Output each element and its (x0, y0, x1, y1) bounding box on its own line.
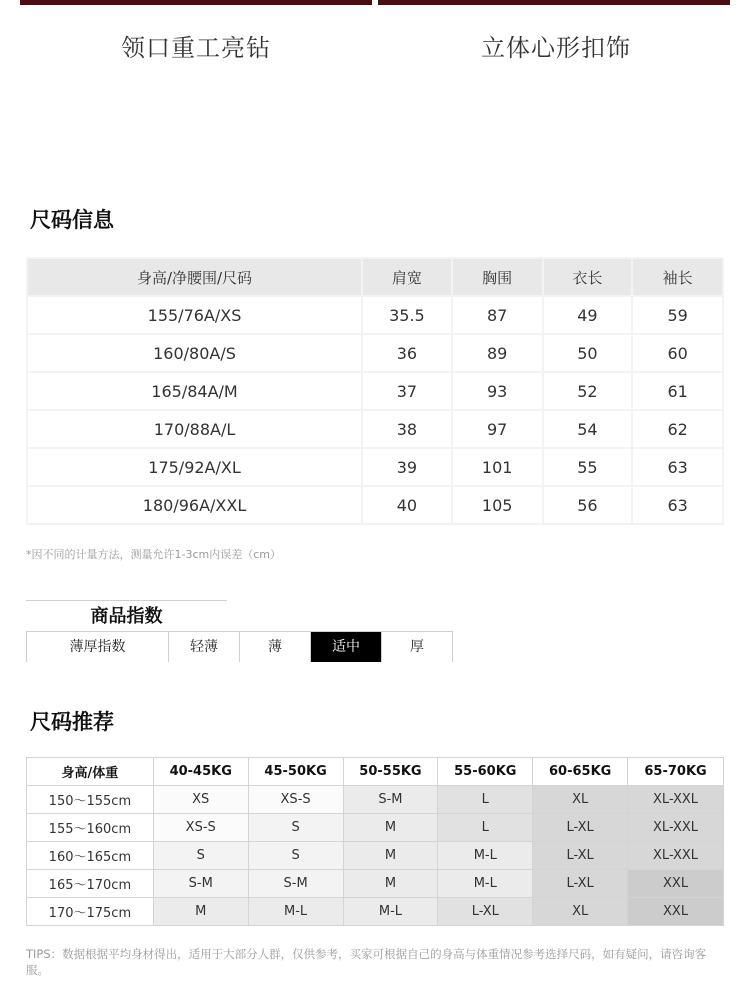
measurement-note: *因不同的计量方法，测量允许1-3cm内误差（cm） (26, 548, 281, 561)
recommended-size-cell: XL-XXL (628, 842, 724, 870)
header-weight-range: 40-45KG (153, 758, 248, 786)
header-weight-range: 65-70KG (628, 758, 724, 786)
table-cell: 59 (632, 296, 723, 334)
header-weight-range: 45-50KG (248, 758, 343, 786)
table-cell: 38 (362, 410, 452, 448)
table-row (27, 486, 723, 524)
size-table-header (27, 258, 723, 296)
recommended-size-cell: XS-S (153, 814, 248, 842)
table-row (27, 296, 723, 334)
table-cell: 35.5 (362, 296, 452, 334)
thickness-option-thick: 厚 (382, 632, 453, 662)
header-length: 衣长 (543, 258, 633, 296)
recommended-size-cell: XS-S (248, 786, 343, 814)
table-cell: 50 (543, 334, 633, 372)
feature-caption-collar: 领口重工亮钻 (121, 34, 271, 62)
header-weight-range: 60-65KG (533, 758, 628, 786)
table-cell: 87 (452, 296, 543, 334)
table-cell: 170/88A/L (27, 410, 362, 448)
height-range-cell: 160～165cm (27, 842, 154, 870)
table-row (27, 448, 723, 486)
recommended-size-cell: XL (533, 898, 628, 926)
size-recommend-title: 尺码推荐 (30, 710, 114, 734)
table-row (27, 372, 723, 410)
recommended-size-cell: M (343, 814, 438, 842)
product-index-title: 商品指数 (26, 600, 227, 632)
table-cell: 60 (632, 334, 723, 372)
size-recommend-table (26, 757, 724, 926)
recommended-size-cell: L (438, 786, 533, 814)
size-info-title: 尺码信息 (30, 208, 114, 232)
tips-text: TIPS：数据根据平均身材得出，适用于大部分人群，仅供参考，买家可根据自己的身高与体重情况参考选择尺码，如有疑问，请咨询客服。 (26, 947, 707, 977)
table-cell: 55 (543, 448, 633, 486)
recommended-size-cell: M-L (438, 842, 533, 870)
thickness-index-label: 薄厚指数 (27, 632, 169, 662)
recommended-size-cell: L-XL (533, 842, 628, 870)
product-image-strip-right (378, 0, 730, 5)
table-row (27, 814, 724, 842)
recommended-size-cell: XS (153, 786, 248, 814)
table-cell: 40 (362, 486, 452, 524)
table-cell: 93 (452, 372, 543, 410)
recommended-size-cell: L-XL (533, 814, 628, 842)
table-cell: 160/80A/S (27, 334, 362, 372)
recommended-size-cell: L (438, 814, 533, 842)
recommended-size-cell: M (153, 898, 248, 926)
size-info-table (26, 257, 724, 525)
recommended-size-cell: S-M (343, 786, 438, 814)
recommended-size-cell: XXL (628, 870, 724, 898)
table-cell: 63 (632, 448, 723, 486)
table-cell: 37 (362, 372, 452, 410)
table-row (27, 786, 724, 814)
thickness-index-row (26, 631, 453, 662)
recommended-size-cell: M-L (438, 870, 533, 898)
recommended-size-cell: L-XL (438, 898, 533, 926)
table-cell: 101 (452, 448, 543, 486)
table-cell: 54 (543, 410, 633, 448)
table-row (27, 410, 723, 448)
recommended-size-cell: XL (533, 786, 628, 814)
recommended-size-cell: M-L (248, 898, 343, 926)
table-cell: 56 (543, 486, 633, 524)
table-cell: 49 (543, 296, 633, 334)
table-cell: 63 (632, 486, 723, 524)
recommended-size-cell: M (343, 870, 438, 898)
table-row (27, 842, 724, 870)
table-cell: 36 (362, 334, 452, 372)
product-index (26, 600, 453, 662)
table-cell: 97 (452, 410, 543, 448)
table-cell: 61 (632, 372, 723, 410)
height-range-cell: 155～160cm (27, 814, 154, 842)
height-range-cell: 170～175cm (27, 898, 154, 926)
header-weight-range: 55-60KG (438, 758, 533, 786)
table-cell: 62 (632, 410, 723, 448)
height-range-cell: 150～155cm (27, 786, 154, 814)
table-cell: 175/92A/XL (27, 448, 362, 486)
product-image-strip-left (20, 0, 372, 5)
thickness-option-thin: 薄 (240, 632, 311, 662)
recommended-size-cell: XL-XXL (628, 814, 724, 842)
recommended-size-cell: S-M (153, 870, 248, 898)
header-chest: 胸围 (452, 258, 543, 296)
table-row (27, 334, 723, 372)
recommended-size-cell: S (153, 842, 248, 870)
table-cell: 89 (452, 334, 543, 372)
header-sleeve: 袖长 (632, 258, 723, 296)
feature-caption-button: 立体心形扣饰 (481, 34, 631, 62)
header-height-size: 身高/净腰围/尺码 (27, 258, 362, 296)
table-cell: 105 (452, 486, 543, 524)
table-cell: 180/96A/XXL (27, 486, 362, 524)
recommended-size-cell: M (343, 842, 438, 870)
header-shoulder: 肩宽 (362, 258, 452, 296)
table-cell: 52 (543, 372, 633, 410)
recommended-size-cell: S-M (248, 870, 343, 898)
header-weight-range: 50-55KG (343, 758, 438, 786)
recommended-size-cell: M-L (343, 898, 438, 926)
table-cell: 155/76A/XS (27, 296, 362, 334)
table-cell: 165/84A/M (27, 372, 362, 410)
recommended-size-cell: XXL (628, 898, 724, 926)
recommended-size-cell: S (248, 842, 343, 870)
thickness-option-light: 轻薄 (169, 632, 240, 662)
thickness-option-medium: 适中 (311, 632, 382, 662)
recommended-size-cell: XL-XXL (628, 786, 724, 814)
header-height-weight: 身高/体重 (27, 758, 154, 786)
height-range-cell: 165～170cm (27, 870, 154, 898)
recommended-size-cell: S (248, 814, 343, 842)
table-row (27, 870, 724, 898)
recommend-table-header (27, 758, 724, 786)
table-cell: 39 (362, 448, 452, 486)
recommended-size-cell: L-XL (533, 870, 628, 898)
table-row (27, 898, 724, 926)
